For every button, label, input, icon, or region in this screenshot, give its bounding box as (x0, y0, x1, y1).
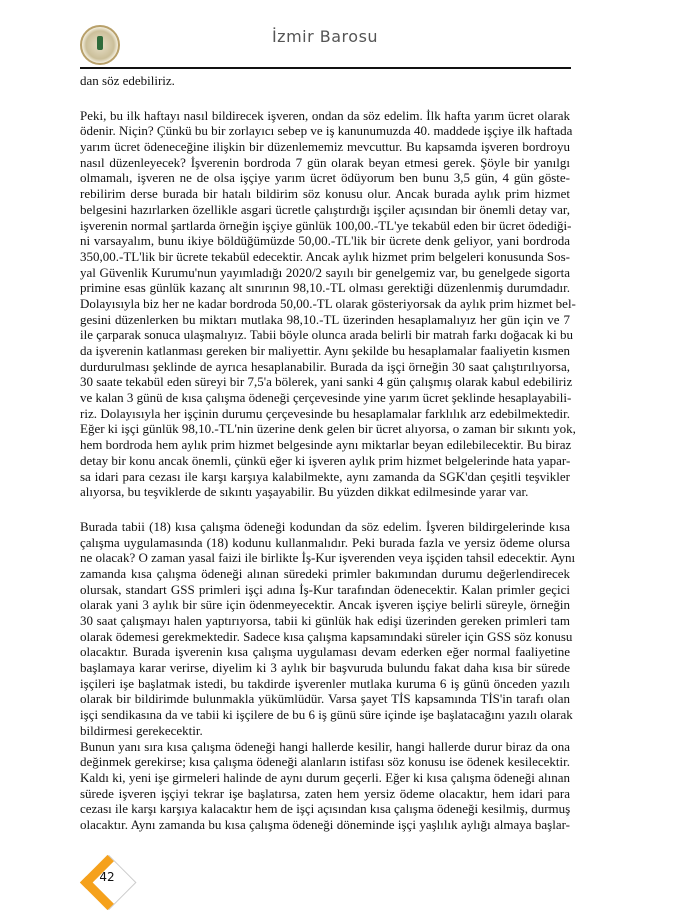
text-line: Peki, bu ilk haftayı nasıl bildirecek işveren, ondan da söz edelim. İlk hafta yarım ücret olarak (80, 107, 570, 123)
page-header-title: İzmir Barosu (271, 27, 379, 46)
text-line: nasıl düzenleyecek? İşverenin bordroda 7 gün olarak beyan etmesi gerek. Şöyle bir yanılgı (80, 154, 570, 170)
text-line: 350,00.-TL'lik bir ücrete tekabül edecektir. Ancak aylık hizmet prim belgeleri konusunda Sos- (80, 248, 570, 264)
text-line: 30 saat çalışmayı halen yaptırıyorsa, tabii ki günlük hak edişi üzerinden gereken primleri tam (80, 613, 570, 628)
page-number: 42 (99, 870, 115, 884)
text-line: ne olacak? O zaman yasal faizi ile birlikte İş-Kur işverenden veya işçiden tahsil edecektir. Aynı (80, 550, 576, 566)
text-line: sa idari para cezası ile karşı karşıya kalabilmekte, aynı zamanda da SGK'dan çeşitli teşvikler (80, 468, 570, 484)
text-line: alıyorsa, bu teşviklerde de sıkıntı yaşayabilir. Bu yüzden dikkat edilmesinde yarar var. (80, 484, 529, 500)
text-line: riz. Dolayısıyla her işçinin durumu çerçevesinde bu hesaplamalar farklılık arz edebilmektedir. (80, 405, 570, 421)
text-line: gesini düzenlerken bu miktarı mutlaka 98,10.-TL üzerinden hesaplamalıyız her gün için ve 7 (80, 311, 570, 327)
paragraph-gap (80, 89, 570, 108)
text-line: değinmek gerekirse; kısa çalışma ödeneği alanların istifası söz konusu ise ödenek kesilecektir. (80, 754, 570, 770)
paragraph (80, 518, 576, 739)
text-line: Eğer ki işçi günlük 98,10.-TL'nin üzerine denk gelen bir ücret alıyorsa, o zaman bir sıkıntı yok, (80, 421, 576, 437)
text-line: belgesini hazırlarken özellikle asgari ücretle çalıştırdığı işçiler açısından bir önemli detay var, (80, 201, 570, 217)
text-line: Bunun yanı sıra kısa çalışma ödeneği hangi hallerde kesilir, hangi hallerde durur biraz da ona (80, 738, 570, 754)
text-line: dan söz edebiliriz. (80, 73, 175, 88)
text-line: işçileri işe başlatmak istedi, bu takdirde işverenler mutlaka kuruma 6 iş günü önceden yazılı (80, 675, 570, 691)
text-line: detay bir konu ancak önemli, çünkü eğer ki işveren aylık prim hizmet belgelerinde hata yapar- (80, 452, 571, 468)
text-line: işçi sendikasına da ve tabii ki işçilere de bu 6 iş günü süre içinde işe başlatacağını yazılı olarak (80, 707, 573, 723)
text-line: Kaldı ki, yeni işe girmeleri halinde de aynı durum geçerli. Eğer ki kısa çalışma ödeneği alınan (80, 769, 570, 785)
text-line: işverenin normal şartlarda örneğin işçiye günlük 100,00.-TL'ye tekabül eden bir ücret ödediği- (80, 217, 572, 233)
text-line: zamanda kısa çalışma ödeneği alınan süredeki primler bakımından durumu değerlendirecek (80, 565, 570, 581)
text-line: cezası ile karşı karşıya kalacaktır hem de işçi açısından kısa çalışma ödeneği kesilmiş, durmuş (80, 801, 571, 817)
paragraph (80, 73, 570, 89)
text-line: rebilirim derse burada bir hatalı bildirim söz konusu olur. Ancak burada aylık prim hizmet (80, 186, 570, 202)
text-line: ödenir. Niçin? Çünkü bu bir zorlayıcı sebep ve iş kanunumuzda 40. maddede işçiye ilk haftada (80, 123, 573, 139)
text-line: 30 saate tekabül eden süreyi bir 7,5'a bölerek, yani sanki 4 gün çalışmış olarak kabul edebiliriz (80, 374, 573, 390)
text-line: sürede işveren işçiyi tekrar işe başlatırsa, zaten hem yersiz ödeme olacaktır, hem idari para (80, 785, 570, 801)
text-line: ile çarparak sonuca ulaşmalıyız. Tabii böyle olunca arada belirli bir matrah farkı doğacak ki bu (80, 327, 574, 343)
paragraph (80, 739, 570, 833)
text-line: primine esas günlük kazanç alt sınırının 98,10.-TL olması gerektiği düzenlenmiş durumdadır. (80, 280, 570, 296)
text-line: ni varsayalım, bunu ikiye böldüğümüzde 50,00.-TL'lik bir ücrete denk geliyor, yani bordroda (80, 233, 570, 249)
text-line: yal Güvenlik Kurumu'nun yayımladığı 2020/2 sayılı bir genelgemiz var, bu genelgede sigorta (80, 264, 570, 280)
text-line: olmamalı, işveren ne de olsa işçiye yarım ücret ödüyorum ben bunu 3,5 gün, 4 gün göste- (80, 170, 570, 186)
text-line: çalışma uygulamasında (18) kodunu kullanmalıdır. Peki burada fazla ve yersiz ödeme olursa (80, 534, 570, 550)
text-line: yarım ücret ödeneceğine ilişkin bir düzenlememiz mevcuttur. Bu kapsamda işveren bordroyu (80, 139, 570, 155)
paragraph-gap (80, 500, 570, 519)
text-line: olarak ödemesi gerekmektedir. Sadece kısa çalışma kapsamındaki süreler için GSS söz konusu (80, 628, 573, 644)
text-line: Dolayısıyla biz her ne kadar bordroda 50,00.-TL olarak gösteriyorsak da aylık prim hizmet bel- (80, 295, 576, 311)
text-line: hem bordroda hem aylık prim hizmet belgesinde aynı miktarlar beyan edilebilecektir. Bu biraz (80, 437, 572, 453)
document-body (80, 73, 576, 833)
text-line: olarak yani 3 aylık bir süre için ödenmeyecektir. Ancak işveren işçiye belirli süreyle, örneğin (80, 597, 570, 613)
text-line: başlamaya karar verirse, diyelim ki 3 aylık bir başvuruda bulundu fakat daha kısa bir sürede (80, 660, 570, 676)
paragraph (80, 107, 576, 500)
text-line: durdurulması şeklinde de ayrıca hesaplanabilir. Burada da işçi örneğin 30 saat çalıştırılıyorsa, (80, 358, 570, 374)
text-line: Burada tabii (18) kısa çalışma ödeneği kodundan da söz edelim. İşveren bildirgelerinde kısa (80, 518, 570, 534)
text-line: olacaktır. Burada işverenin kısa çalışma uygulaması devam ederken eğer normal faaliyetine (80, 644, 570, 660)
text-line: bildirmesi gerekecektir. (80, 722, 203, 738)
text-line: ve kalan 3 günü de kısa çalışma ödeneği çerçevesinde yine yarım ücret şeklinde hesaplayabili- (80, 390, 572, 406)
page-number-badge (82, 857, 126, 901)
text-line: olursak, standart GSS primleri işçi adına İş-Kur tarafından ödenecektir. Kalan primler geçici (80, 581, 570, 597)
text-line: olarak bir bildirimde bulunmakla yükümlüdür. Varsa şayet TİS kapsamında TİS'in tarafı olan (80, 691, 570, 707)
header-divider (80, 67, 571, 69)
text-line: olacaktır. Aynı zamanda bu kısa çalışma ödeneği döneminde işçi yaşlılık aylığı almaya başlar- (80, 816, 570, 832)
text-line: da işverenin katlanması gereken bir maliyettir. Aynı şekilde bu hesaplamalar faaliyetin kısmen (80, 343, 570, 358)
